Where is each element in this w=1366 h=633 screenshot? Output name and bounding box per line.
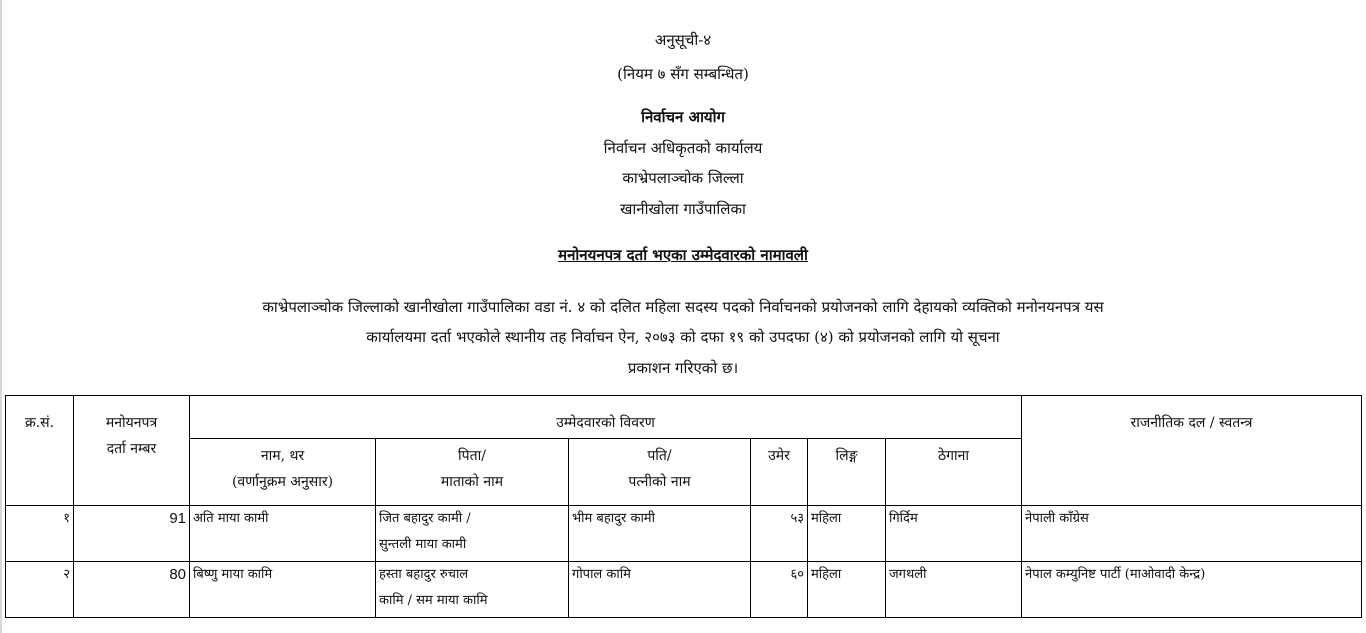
cell-spouse: गोपाल कामि (569, 562, 751, 618)
cell-spouse: भीम बहादुर कामी (569, 506, 751, 562)
municipality-name: खानीखोला गाउँपालिका (620, 200, 746, 218)
cell-sn: १ (6, 506, 74, 562)
document-title: मनोनयनपत्र दर्ता भएका उम्मेदवारको नामावली (558, 246, 808, 264)
page-edge-rule (0, 0, 2, 633)
rule-reference: (नियम ७ सँग सम्बन्धित) (617, 65, 749, 83)
schedule-label: अनुसूची-४ (654, 31, 712, 49)
cell-gender: महिला (808, 506, 886, 562)
cell-sn: २ (6, 562, 74, 618)
header-candidate-details: उम्मेदवारको विवरण (190, 396, 1022, 439)
commission-name: निर्वाचन आयोग (641, 108, 725, 126)
header-parents: पिता/ माताको नाम (376, 439, 569, 506)
cell-party: नेपाल कम्युनिष्ट पार्टी (माओवादी केन्द्र) (1022, 562, 1362, 618)
cell-reg-no: 80 (74, 562, 190, 618)
cell-parents: जित बहादुर कामी / सुन्तली माया कामी (376, 506, 569, 562)
cell-name: अति माया कामी (190, 506, 376, 562)
intro-line-1: काभ्रेपलाञ्चोक जिल्लाको खानीखोला गाउँपालिका वडा नं. ४ को दलित महिला सदस्य पदको निर्वाचनको प्रयोजनको लागि देहायको व्यक्तिको मनोनयनपत्र यस (262, 298, 1104, 316)
cell-parents: हस्ता बहादुर रुचाल कामि / सम माया कामि (376, 562, 569, 618)
candidate-table (5, 395, 1362, 618)
header-address: ठेगाना (886, 439, 1022, 506)
cell-age: ६० (751, 562, 808, 618)
table-header-row (6, 396, 1362, 439)
intro-line-2: कार्यालयमा दर्ता भएकोले स्थानीय तह निर्वाचन ऐन, २०७३ को दफा १९ को उपदफा (४) को प्रयोजनको लागि यो सूचना (366, 328, 1000, 346)
office-name: निर्वाचन अधिकृतको कार्यालय (603, 139, 763, 157)
cell-address: गिर्दिम (886, 506, 1022, 562)
header-party: राजनीतिक दल / स्वतन्त्र (1022, 396, 1362, 506)
cell-reg-no: 91 (74, 506, 190, 562)
cell-party: नेपाली काँग्रेस (1022, 506, 1362, 562)
intro-line-3: प्रकाशन गरिएको छ। (627, 359, 739, 377)
table-row (6, 562, 1362, 618)
header-spouse: पति/ पत्नीको नाम (569, 439, 751, 506)
district-name: काभ्रेपलाञ्चोक जिल्ला (622, 169, 744, 187)
table-row (6, 506, 1362, 562)
cell-name: बिष्णु माया कामि (190, 562, 376, 618)
cell-address: जगथली (886, 562, 1022, 618)
header-gender: लिङ्ग (808, 439, 886, 506)
header-sn: क्र.सं. (6, 396, 74, 506)
cell-age: ५३ (751, 506, 808, 562)
header-age: उमेर (751, 439, 808, 506)
header-reg-no: मनोयनपत्र दर्ता नम्बर (74, 396, 190, 506)
cell-gender: महिला (808, 562, 886, 618)
header-name: नाम, थर (वर्णानुक्रम अनुसार) (190, 439, 376, 506)
